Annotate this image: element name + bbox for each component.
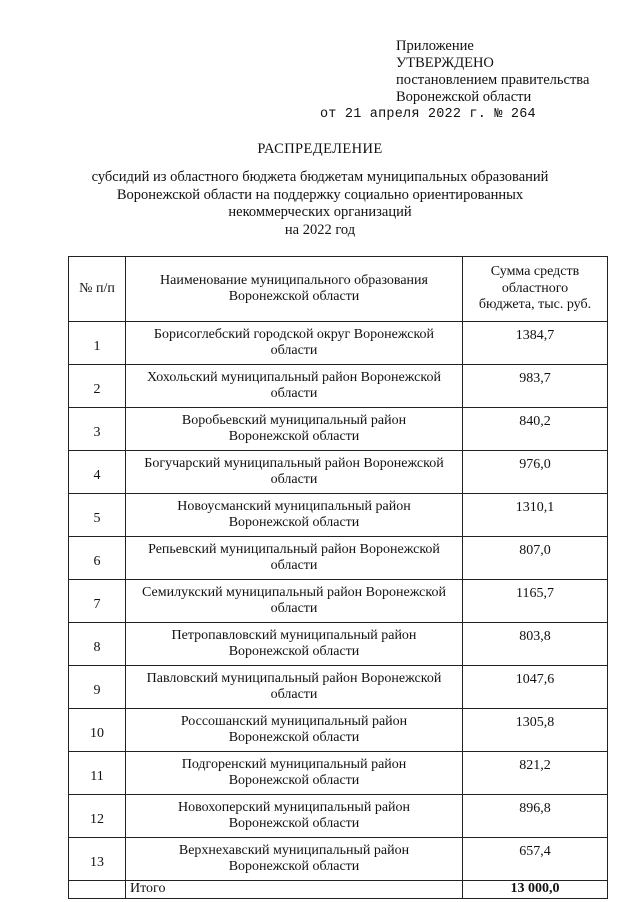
subtitle-line: некоммерческих организаций <box>228 204 412 220</box>
table-row <box>69 365 608 408</box>
total-row <box>69 881 608 899</box>
row-municipality: Новохоперский муниципальный район Воронежской области <box>126 795 463 838</box>
table-row <box>69 795 608 838</box>
approval-resolution: постановлением правительства <box>396 72 590 88</box>
total-amount: 13 000,0 <box>463 881 608 899</box>
row-amount: 976,0 <box>463 451 608 494</box>
table-row <box>69 666 608 709</box>
row-number: 9 <box>69 666 126 709</box>
approval-appendix: Приложение <box>396 38 474 54</box>
row-number: 11 <box>69 752 126 795</box>
table-header-row <box>69 257 608 322</box>
row-amount: 1047,6 <box>463 666 608 709</box>
approval-date-number: от 21 апреля 2022 г. № 264 <box>320 107 536 122</box>
header-number: № п/п <box>69 257 126 322</box>
subtitle-line: Воронежской области на поддержку социально ориентированных <box>116 186 524 203</box>
table-row <box>69 623 608 666</box>
table-row <box>69 537 608 580</box>
row-number: 5 <box>69 494 126 537</box>
header-sum: Сумма средств областного бюджета, тыс. руб. <box>463 257 608 322</box>
row-municipality: Воробьевский муниципальный район Воронежской области <box>126 408 463 451</box>
row-amount: 1310,1 <box>463 494 608 537</box>
row-number: 10 <box>69 709 126 752</box>
row-number: 12 <box>69 795 126 838</box>
row-municipality: Верхнехавский муниципальный район Воронежской области <box>126 838 463 881</box>
row-number: 8 <box>69 623 126 666</box>
row-amount: 821,2 <box>463 752 608 795</box>
row-amount: 896,8 <box>463 795 608 838</box>
document-title: РАСПРЕДЕЛЕНИЕ <box>257 141 383 157</box>
table-row <box>69 451 608 494</box>
approval-approved: УТВЕРЖДЕНО <box>396 55 494 71</box>
table-row <box>69 580 608 623</box>
row-amount: 807,0 <box>463 537 608 580</box>
row-municipality: Репьевский муниципальный район Воронежской области <box>126 537 463 580</box>
row-municipality: Семилукский муниципальный район Воронежской области <box>126 580 463 623</box>
row-number: 1 <box>69 322 126 365</box>
table-row <box>69 752 608 795</box>
table-row <box>69 709 608 752</box>
row-number: 3 <box>69 408 126 451</box>
table-row <box>69 838 608 881</box>
table-row <box>69 322 608 365</box>
distribution-table <box>68 256 608 899</box>
row-amount: 983,7 <box>463 365 608 408</box>
row-municipality: Петропавловский муниципальный район Воронежской области <box>126 623 463 666</box>
row-municipality: Подгоренский муниципальный район Воронежской области <box>126 752 463 795</box>
row-municipality: Новоусманский муниципальный район Воронежской области <box>126 494 463 537</box>
header-name: Наименование муниципального образования Воронежской области <box>126 257 463 322</box>
subtitle-line: субсидий из областного бюджета бюджетам муниципальных образований <box>91 169 549 185</box>
document-subtitle <box>0 169 640 239</box>
row-municipality: Павловский муниципальный район Воронежской области <box>126 666 463 709</box>
approval-stamp <box>320 38 590 123</box>
total-label: Итого <box>126 881 463 899</box>
row-number: 13 <box>69 838 126 881</box>
document-heading <box>0 140 640 239</box>
row-municipality: Борисоглебский городской округ Воронежской области <box>126 322 463 365</box>
row-amount: 840,2 <box>463 408 608 451</box>
row-amount: 1165,7 <box>463 580 608 623</box>
row-amount: 657,4 <box>463 838 608 881</box>
row-amount: 1384,7 <box>463 322 608 365</box>
row-number: 2 <box>69 365 126 408</box>
table-row <box>69 494 608 537</box>
table-row <box>69 408 608 451</box>
row-municipality: Россошанский муниципальный район Воронежской области <box>126 709 463 752</box>
row-number: 7 <box>69 580 126 623</box>
row-municipality: Хохольский муниципальный район Воронежской области <box>126 365 463 408</box>
total-empty-cell <box>69 881 126 899</box>
row-municipality: Богучарский муниципальный район Воронежской области <box>126 451 463 494</box>
row-number: 4 <box>69 451 126 494</box>
row-number: 6 <box>69 537 126 580</box>
row-amount: 1305,8 <box>463 709 608 752</box>
subtitle-line: на 2022 год <box>284 221 356 238</box>
approval-region: Воронежской области <box>396 89 532 105</box>
row-amount: 803,8 <box>463 623 608 666</box>
